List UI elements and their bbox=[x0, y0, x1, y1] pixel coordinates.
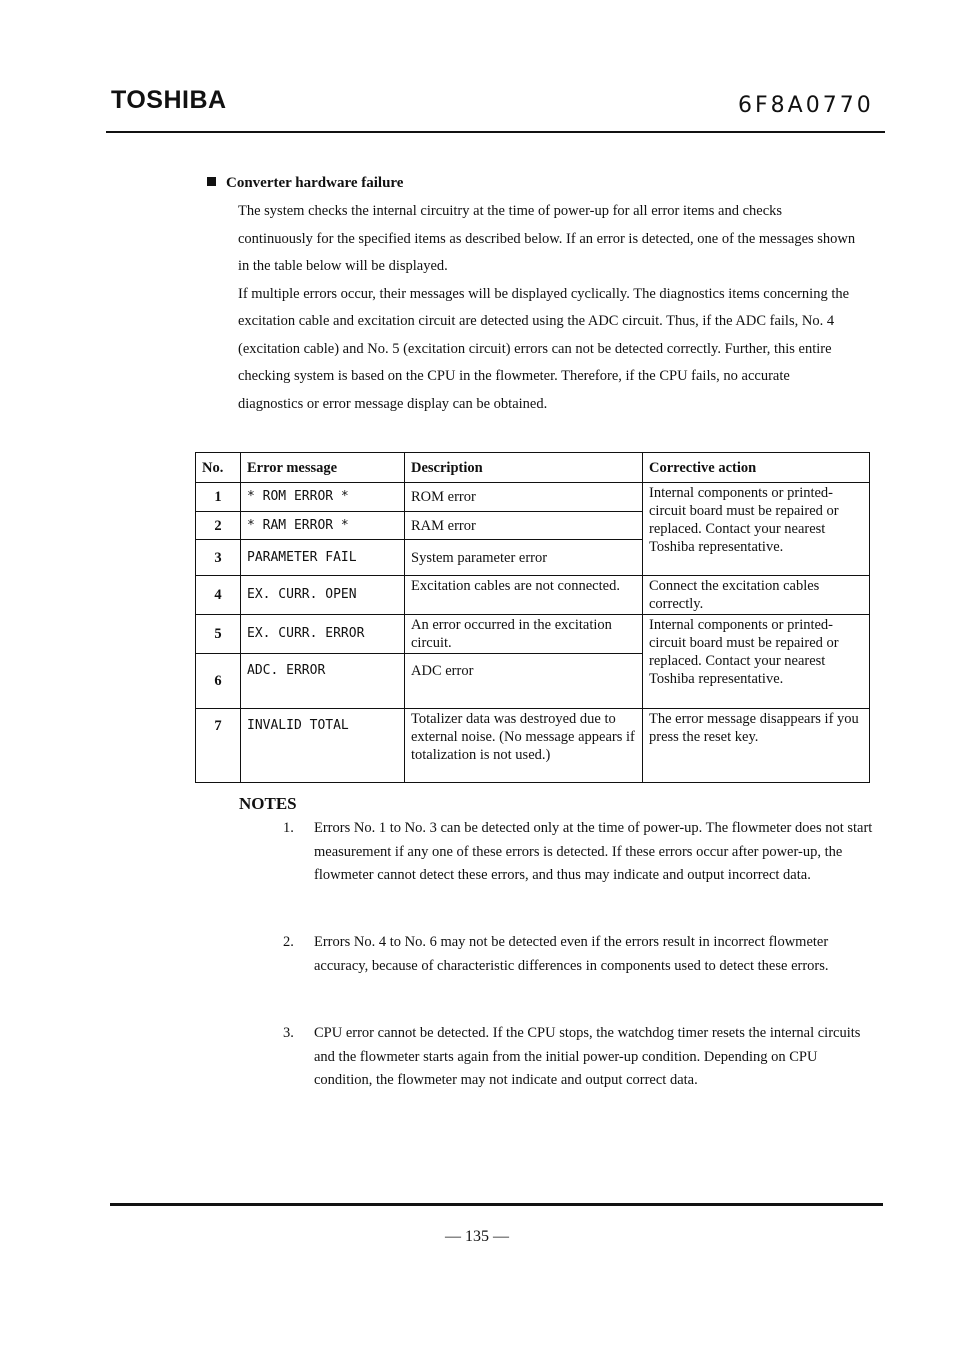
cell-corrective-action: Internal components or printed-circuit board must be repaired or replaced. Contact your nearest Toshiba representative. bbox=[643, 483, 870, 576]
cell-corrective-action: The error message disappears if you press the reset key. bbox=[643, 709, 870, 783]
section-body bbox=[238, 198, 858, 418]
cell-corrective-action: Internal components or printed-circuit board must be repaired or replaced. Contact your nearest Toshiba representative. bbox=[643, 615, 870, 709]
table-row bbox=[196, 483, 870, 512]
cell-description: Excitation cables are not connected. bbox=[405, 576, 643, 615]
header-rule bbox=[106, 131, 885, 133]
bullet-square-icon bbox=[207, 177, 216, 186]
note-text: Errors No. 1 to No. 3 can be detected only at the time of power-up. The flowmeter does not start measurement if any one of these errors is detected. If these errors occur after power-up, the flowmeter cannot detect these errors, and thus may indicate and output incorrect data. bbox=[314, 820, 873, 883]
cell-description: ADC error bbox=[405, 654, 643, 709]
table-row bbox=[196, 709, 870, 783]
cell-error-message: * RAM ERROR * bbox=[241, 512, 405, 540]
cell-corrective-action: Connect the excitation cables correctly. bbox=[643, 576, 870, 615]
cell-description: An error occurred in the excitation circuit. bbox=[405, 615, 643, 654]
cell-no: 3 bbox=[196, 540, 241, 576]
error-table bbox=[195, 452, 870, 783]
notes-heading: NOTES bbox=[239, 794, 297, 813]
table-header-row bbox=[196, 453, 870, 483]
page-number: — 135 — bbox=[445, 1228, 509, 1245]
footer-rule bbox=[110, 1203, 883, 1206]
note-number: 3. bbox=[283, 1025, 294, 1041]
section-title bbox=[207, 175, 403, 192]
table-row bbox=[196, 615, 870, 654]
cell-error-message: ADC. ERROR bbox=[241, 654, 405, 709]
cell-description: Totalizer data was destroyed due to external noise. (No message appears if totalization is not used.) bbox=[405, 709, 643, 783]
cell-no: 1 bbox=[196, 483, 241, 512]
cell-error-message: EX. CURR. ERROR bbox=[241, 615, 405, 654]
note-number: 1. bbox=[283, 820, 294, 836]
cell-no: 7 bbox=[196, 709, 241, 783]
section-title-text: Converter hardware failure bbox=[226, 175, 404, 191]
cell-error-message: INVALID TOTAL bbox=[241, 709, 405, 783]
note-item bbox=[283, 931, 873, 978]
cell-no: 4 bbox=[196, 576, 241, 615]
brand-logo: TOSHIBA bbox=[111, 86, 227, 114]
cell-no: 2 bbox=[196, 512, 241, 540]
note-number: 2. bbox=[283, 934, 294, 950]
note-item bbox=[283, 817, 873, 888]
col-header-error-message: Error message bbox=[241, 453, 405, 483]
cell-error-message: PARAMETER FAIL bbox=[241, 540, 405, 576]
paragraph: The system checks the internal circuitry at the time of power-up for all error items and checks continuously for the specified items as described below. If an error is detected, one of the messages shown in the table below will be displayed. bbox=[238, 203, 856, 274]
col-header-no: No. bbox=[196, 453, 241, 483]
cell-description: ROM error bbox=[405, 483, 643, 512]
cell-no: 5 bbox=[196, 615, 241, 654]
col-header-description: Description bbox=[405, 453, 643, 483]
cell-description: RAM error bbox=[405, 512, 643, 540]
paragraph: If multiple errors occur, their messages will be displayed cyclically. The diagnostics items concerning the excitation cable and excitation circuit are detected using the ADC circuit. Thus, if the ADC fails, No. 4 (excitation cable) and No. 5 (excitation circuit) errors can not be detected correctly. Further, this entire checking system is based on the CPU in the flowmeter. Therefore, if the CPU fails, no accurate diagnostics or error message display can be obtained. bbox=[238, 285, 850, 412]
col-header-corrective-action: Corrective action bbox=[643, 453, 870, 483]
cell-error-message: EX. CURR. OPEN bbox=[241, 576, 405, 615]
document-number: 6F8A0770 bbox=[738, 93, 874, 118]
cell-error-message: * ROM ERROR * bbox=[241, 483, 405, 512]
note-item bbox=[283, 1022, 873, 1093]
table-row bbox=[196, 576, 870, 615]
note-text: Errors No. 4 to No. 6 may not be detected even if the errors result in incorrect flowmeter accuracy, because of characteristic differences in components used to detect these errors. bbox=[314, 934, 829, 974]
cell-no: 6 bbox=[196, 654, 241, 709]
cell-description: System parameter error bbox=[405, 540, 643, 576]
note-text: CPU error cannot be detected. If the CPU stops, the watchdog timer resets the internal circuits and the flowmeter starts again from the initial power-up condition. Depending on CPU condition, the flowmeter may not indicate and output correct data. bbox=[314, 1025, 861, 1088]
